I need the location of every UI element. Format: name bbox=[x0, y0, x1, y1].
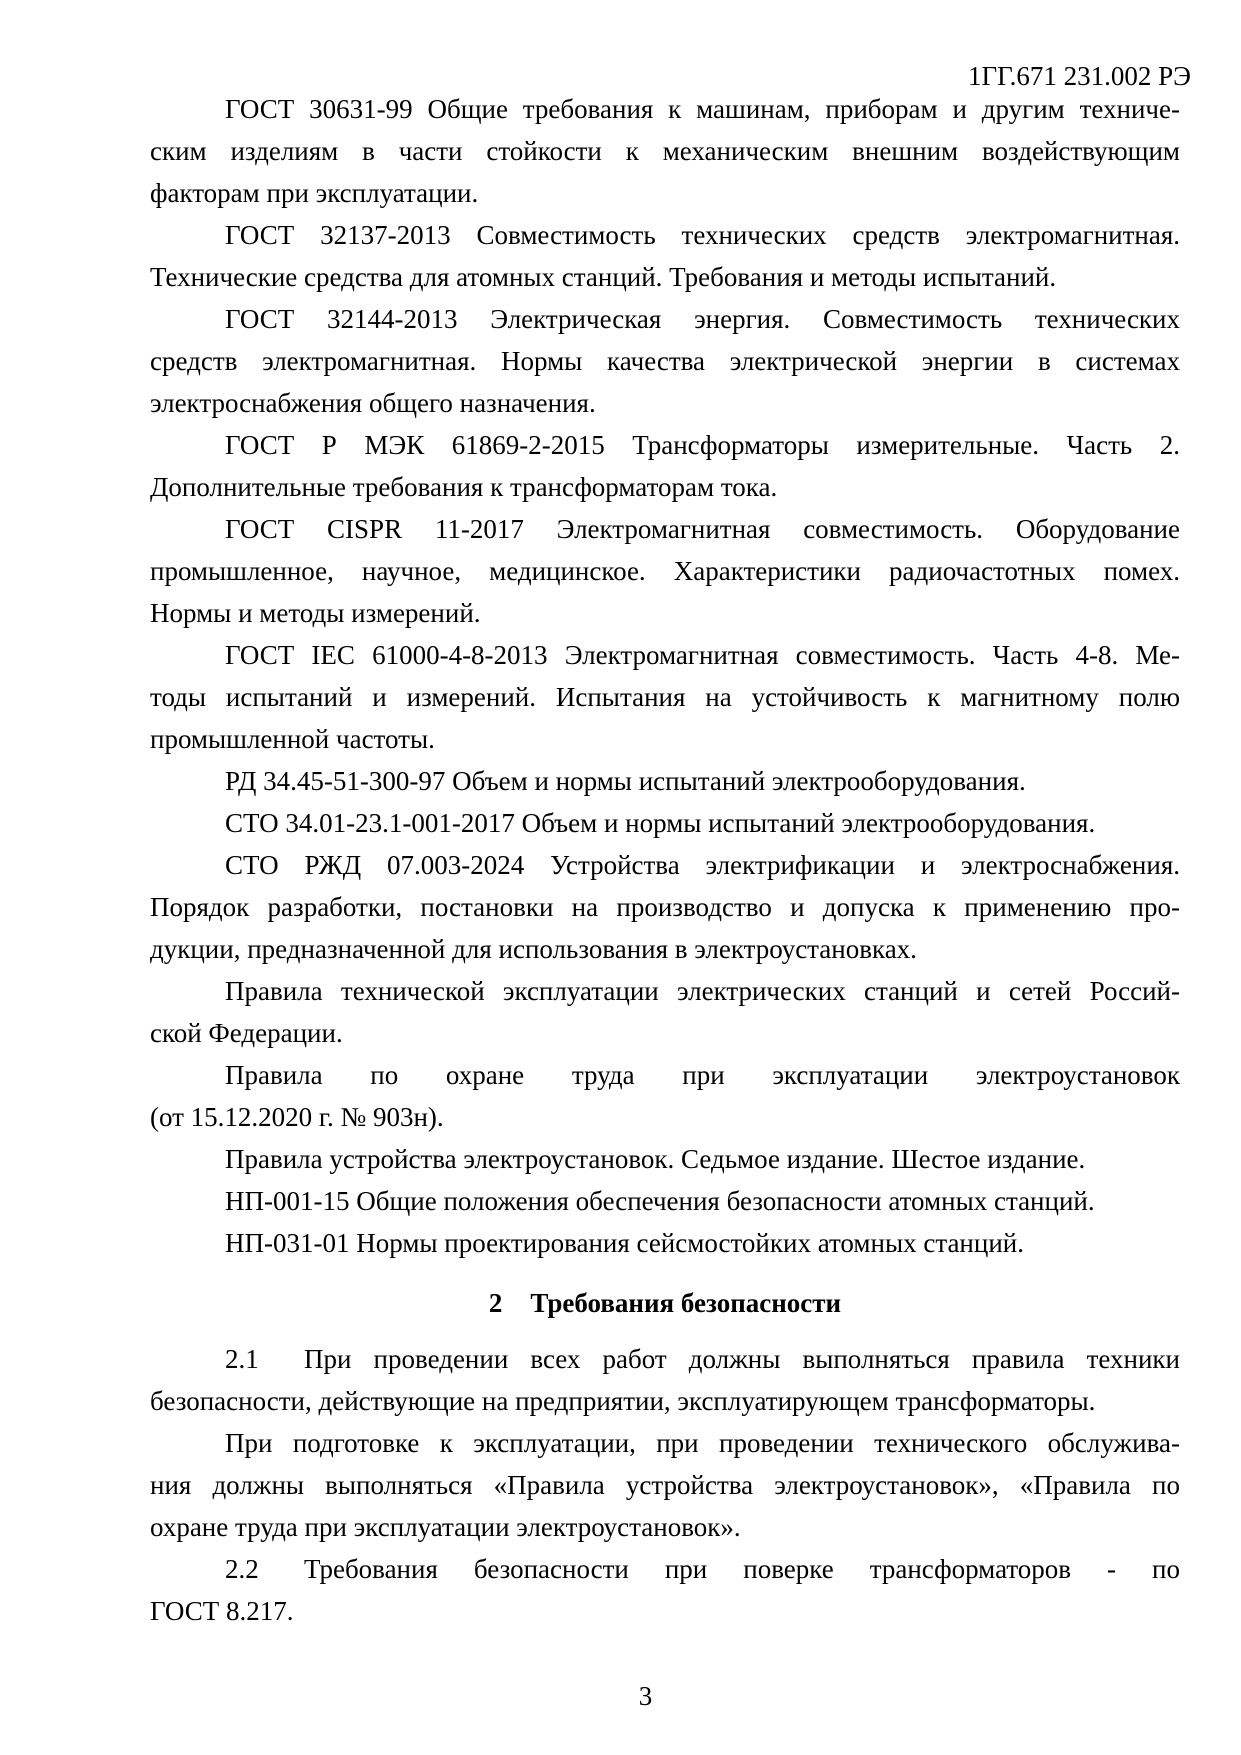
text-line: ГОСТ 32137-2013 Совместимость технических средств электромагнитная. bbox=[225, 220, 1180, 250]
reference-item bbox=[150, 634, 1180, 760]
text-line: Правила по охране труда при эксплуатации электроустановок bbox=[225, 1060, 1180, 1090]
reference-item bbox=[150, 844, 1180, 970]
section-paragraph bbox=[150, 1422, 1180, 1548]
reference-item bbox=[150, 88, 1180, 214]
clause-number: 2.1 bbox=[225, 1344, 259, 1374]
text-line: Технические средства для атомных станций. Требования и методы испытаний. bbox=[150, 262, 1057, 292]
reference-item bbox=[150, 508, 1180, 634]
text-line: тоды испытаний и измерений. Испытания на устойчивость к магнитному полю bbox=[150, 682, 1180, 712]
section-paragraph bbox=[150, 1338, 1180, 1422]
text-line: Нормы и методы измерений. bbox=[150, 598, 481, 628]
text-line: безопасности, действующие на предприятии, эксплуатирующем трансформаторы. bbox=[150, 1386, 1096, 1416]
text-line: электроснабжения общего назначения. bbox=[150, 388, 596, 418]
text-line bbox=[150, 1338, 1180, 1380]
section-paragraphs bbox=[150, 1338, 1180, 1632]
text-line bbox=[150, 1548, 1180, 1590]
section-number: 2 bbox=[488, 1288, 503, 1318]
text-line: Порядок разработки, постановки на производство и допуска к применению про- bbox=[150, 892, 1180, 922]
reference-item bbox=[150, 1138, 1180, 1180]
text-line: ской Федерации. bbox=[150, 1018, 343, 1048]
clause-number: 2.2 bbox=[225, 1554, 259, 1584]
text-line: ГОСТ 30631-99 Общие требования к машинам, приборам и другим техниче- bbox=[225, 94, 1180, 124]
text-line: Правила устройства электроустановок. Седьмое издание. Шестое издание. bbox=[225, 1144, 1086, 1174]
reference-item bbox=[150, 298, 1180, 424]
text-line: ским изделиям в части стойкости к механическим внешним воздействующим bbox=[150, 136, 1180, 166]
text-line: охране труда при эксплуатации электроустановок». bbox=[150, 1512, 741, 1542]
text-line: ния должны выполняться «Правила устройства электроустановок», «Правила по bbox=[150, 1470, 1180, 1500]
reference-item bbox=[150, 760, 1180, 802]
normative-references-list bbox=[150, 88, 1180, 1264]
text-line: факторам при эксплуатации. bbox=[150, 178, 479, 208]
line-text: Требования безопасности при поверке трансформаторов - по bbox=[304, 1554, 1180, 1584]
reference-item bbox=[150, 214, 1180, 298]
text-line: При подготовке к эксплуатации, при проведении технического обслужива- bbox=[225, 1428, 1180, 1458]
text-line: (от 15.12.2020 г. № 903н). bbox=[150, 1102, 444, 1132]
reference-item bbox=[150, 1180, 1180, 1222]
text-line: СТО 34.01-23.1-001-2017 Объем и нормы испытаний электрооборудования. bbox=[225, 808, 1096, 838]
text-line: Правила технической эксплуатации электрических станций и сетей Россий- bbox=[225, 976, 1180, 1006]
section-title: Требования безопасности bbox=[530, 1288, 842, 1318]
page-number: 3 bbox=[638, 1681, 653, 1711]
text-line: Дополнительные требования к трансформаторам тока. bbox=[150, 472, 778, 502]
section-paragraph bbox=[150, 1548, 1180, 1632]
reference-item bbox=[150, 1054, 1180, 1138]
text-line: средств электромагнитная. Нормы качества электрической энергии в системах bbox=[150, 346, 1180, 376]
reference-item bbox=[150, 1222, 1180, 1264]
reference-item bbox=[150, 802, 1180, 844]
text-line: ГОСТ Р МЭК 61869-2-2015 Трансформаторы измерительные. Часть 2. bbox=[225, 430, 1180, 460]
document-body bbox=[150, 88, 1180, 1632]
text-line: ГОСТ 32144-2013 Электрическая энергия. Совместимость технических bbox=[225, 304, 1180, 334]
text-line: НП-001-15 Общие положения обеспечения безопасности атомных станций. bbox=[225, 1186, 1095, 1216]
section-heading bbox=[150, 1282, 1180, 1324]
text-line: РД 34.45-51-300-97 Объем и нормы испытаний электрооборудования. bbox=[225, 766, 1026, 796]
line-text: При проведении всех работ должны выполняться правила техники bbox=[304, 1344, 1180, 1374]
text-line: дукции, предназначенной для использования в электроустановках. bbox=[150, 934, 917, 964]
reference-item bbox=[150, 970, 1180, 1054]
text-line: ГОСТ IEC 61000-4-8-2013 Электромагнитная совместимость. Часть 4-8. Ме- bbox=[225, 640, 1180, 670]
text-line: НП-031-01 Нормы проектирования сейсмостойких атомных станций. bbox=[225, 1228, 1024, 1258]
text-line: промышленной частоты. bbox=[150, 724, 435, 754]
reference-item bbox=[150, 424, 1180, 508]
document-code: 1ГГ.671 231.002 РЭ bbox=[967, 61, 1191, 91]
text-line: СТО РЖД 07.003-2024 Устройства электрификации и электроснабжения. bbox=[225, 850, 1180, 880]
text-line: промышленное, научное, медицинское. Характеристики радиочастотных помех. bbox=[150, 556, 1180, 586]
text-line: ГОСТ CISPR 11-2017 Электромагнитная совместимость. Оборудование bbox=[225, 514, 1180, 544]
text-line: ГОСТ 8.217. bbox=[150, 1596, 294, 1626]
